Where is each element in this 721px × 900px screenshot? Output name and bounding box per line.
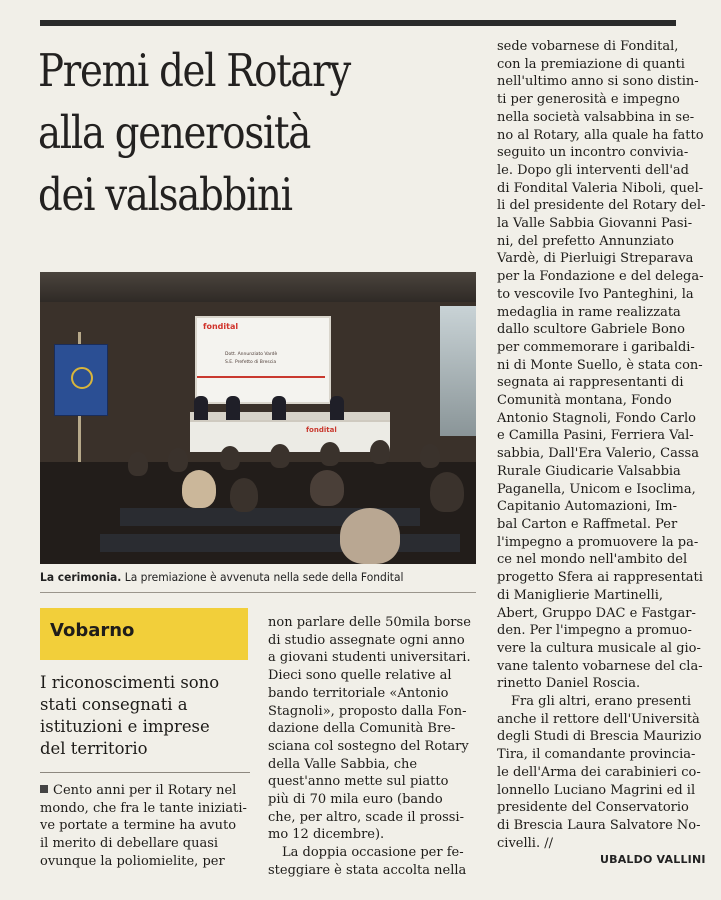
text-line: l'impegno a promuovere la pa- bbox=[497, 534, 699, 550]
audience-head bbox=[182, 470, 216, 508]
audience-head bbox=[220, 446, 240, 470]
text-line: quest'anno mette sul piatto bbox=[268, 774, 449, 790]
text-line: le. Dopo gli interventi dell'ad bbox=[497, 162, 689, 178]
audience-head bbox=[310, 470, 344, 506]
audience-head bbox=[340, 508, 400, 564]
text-line: sciana col sostegno del Rotary bbox=[268, 738, 469, 754]
text-line: nell'ultimo anno si sono distin- bbox=[497, 74, 699, 90]
text-line: civelli. // bbox=[497, 835, 553, 851]
top-rule bbox=[40, 20, 676, 26]
text-line: bando territoriale «Antonio bbox=[268, 685, 449, 701]
ceremony-photo bbox=[40, 272, 476, 564]
text-line: degli Studi di Brescia Maurizio bbox=[497, 729, 702, 745]
screen-logo: fondital bbox=[203, 322, 239, 331]
column-3 bbox=[497, 38, 709, 852]
headline-line-3: dei valsabbini bbox=[38, 168, 292, 221]
text-line: per commemorare i garibaldi- bbox=[497, 339, 695, 355]
caption-rule bbox=[40, 592, 476, 593]
text-line: sabbia, Dall'Era Valerio, Cassa bbox=[497, 446, 699, 462]
section-tag-label: Vobarno bbox=[50, 620, 135, 641]
screen-line-1: Dott. Annunziato Vardè bbox=[225, 352, 278, 357]
text-line: steggiare è stata accolta nella bbox=[268, 862, 467, 878]
text-line: di Brescia Laura Salvatore No- bbox=[497, 817, 701, 833]
text-line: di studio assegnate ogni anno bbox=[268, 632, 465, 648]
audience-head bbox=[420, 444, 440, 468]
subheadline bbox=[40, 672, 280, 760]
panelist-figure bbox=[330, 396, 344, 422]
text-line: progetto Sfera ai rappresentati bbox=[497, 570, 703, 586]
text-line: mondo, che fra le tante iniziati- bbox=[40, 800, 247, 816]
presidency-table bbox=[190, 420, 390, 452]
text-line: non parlare delle 50mila borse bbox=[268, 615, 471, 630]
text-line: lonnello Luciano Magrini ed il bbox=[497, 782, 696, 798]
text-line: le dell'Arma dei carabinieri co- bbox=[497, 764, 701, 780]
subhead-line: istituzioni e imprese bbox=[40, 717, 210, 737]
text-line: Stagnoli», proposto dalla Fon- bbox=[268, 703, 467, 719]
text-line: a giovani studenti universitari. bbox=[268, 650, 471, 666]
text-line: Paganella, Unicom e Isoclima, bbox=[497, 481, 696, 497]
column-1 bbox=[40, 782, 252, 871]
chair-row bbox=[100, 534, 460, 552]
text-line: no al Rotary, alla quale ha fatto bbox=[497, 127, 704, 143]
text-line: e Camilla Pasini, Ferriera Val- bbox=[497, 428, 694, 444]
audience-head bbox=[270, 444, 290, 468]
audience-head bbox=[230, 478, 258, 512]
text-line: seguito un incontro convivia- bbox=[497, 145, 689, 161]
text-line: vane talento vobarnese del cla- bbox=[497, 658, 703, 674]
bullet-square-icon bbox=[40, 785, 48, 793]
subhead-rule bbox=[40, 772, 250, 773]
audience-head bbox=[370, 440, 390, 464]
rotary-flag bbox=[54, 344, 108, 416]
text-line: Antonio Stagnoli, Fondo Carlo bbox=[497, 410, 696, 426]
text-line: ve portate a termine ha avuto bbox=[40, 818, 237, 834]
text-line: bal Carton e Raffmetal. Per bbox=[497, 516, 678, 532]
audience-head bbox=[320, 442, 340, 466]
subhead-line: del territorio bbox=[40, 739, 148, 759]
text-line: Comunità montana, Fondo bbox=[497, 393, 672, 409]
panelist-figure bbox=[272, 396, 286, 422]
audience-head bbox=[168, 448, 188, 472]
text-line: dazione della Comunità Bre- bbox=[268, 721, 456, 737]
text-line: con la premiazione di quanti bbox=[497, 56, 685, 72]
text-line: ti per generosità e impegno bbox=[497, 92, 680, 108]
text-line: ni, del prefetto Annunziato bbox=[497, 233, 674, 249]
text-line: che, per altro, scade il prossi- bbox=[268, 809, 464, 825]
caption-text: La premiazione è avvenuta nella sede della Fondital bbox=[121, 570, 404, 584]
panelist-figure bbox=[226, 396, 240, 422]
text-line: ce nel mondo nell'ambito del bbox=[497, 552, 688, 568]
subhead-line: stati consegnati a bbox=[40, 695, 188, 715]
text-line: rinetto Daniel Roscia. bbox=[497, 676, 641, 692]
text-line: per la Fondazione e del delega- bbox=[497, 269, 704, 285]
text-line: Abert, Gruppo DAC e Fastgar- bbox=[497, 605, 696, 621]
text-line: sede vobarnese di Fondital, bbox=[497, 39, 679, 54]
subhead-line: I riconoscimenti sono bbox=[40, 673, 220, 693]
headline bbox=[38, 40, 416, 226]
text-line: Dieci sono quelle relative al bbox=[268, 668, 452, 684]
photo-caption bbox=[40, 570, 449, 584]
text-line: den. Per l'impegno a promuo- bbox=[497, 623, 692, 639]
caption-lead: La cerimonia. bbox=[40, 570, 122, 584]
screen-line-2: S.E. Prefetto di Brescia bbox=[225, 360, 277, 365]
text-line: il merito di debellare quasi bbox=[40, 836, 219, 852]
text-line: della Valle Sabbia, che bbox=[268, 756, 418, 772]
text-line: Fra gli altri, erano presenti bbox=[511, 694, 691, 710]
text-line: Capitanio Automazioni, Im- bbox=[497, 499, 678, 515]
text-line: li del presidente del Rotary del- bbox=[497, 198, 706, 214]
photo-ceiling bbox=[40, 272, 476, 302]
text-line: Rurale Giudicarie Valsabbia bbox=[497, 463, 681, 479]
headline-line-1: Premi del Rotary bbox=[38, 44, 350, 97]
audience-head bbox=[430, 472, 464, 512]
text-line: mo 12 dicembre). bbox=[268, 827, 385, 843]
audience-head bbox=[128, 452, 148, 476]
text-line: segnata ai rappresentanti di bbox=[497, 375, 684, 391]
rotary-emblem-icon bbox=[71, 367, 93, 389]
text-line: presidente del Conservatorio bbox=[497, 800, 689, 816]
table-logo: fondital bbox=[306, 426, 337, 434]
screen-red-stripe bbox=[197, 376, 325, 378]
text-line: dallo scultore Gabriele Bono bbox=[497, 322, 686, 338]
text-line: medaglia in rame realizzata bbox=[497, 304, 681, 320]
text-line: più di 70 mila euro (bando bbox=[268, 792, 443, 808]
text-line: di Fondital Valeria Niboli, quel- bbox=[497, 180, 704, 196]
section-tag bbox=[40, 608, 248, 660]
text-line: Vardè, di Pierluigi Streparava bbox=[497, 251, 694, 267]
headline-line-2: alla generosità bbox=[38, 106, 311, 159]
text-line: Cento anni per il Rotary nel bbox=[40, 782, 252, 800]
text-line: anche il rettore dell'Università bbox=[497, 711, 700, 727]
text-line: ovunque la poliomielite, per bbox=[40, 853, 225, 869]
text-line: to vescovile Ivo Panteghini, la bbox=[497, 286, 694, 302]
text-line: La doppia occasione per fe- bbox=[282, 845, 464, 861]
text-line: Tira, il comandante provincia- bbox=[497, 747, 696, 763]
speaker-figure bbox=[194, 396, 208, 422]
text-line: nella società valsabbina in se- bbox=[497, 109, 695, 125]
column-2 bbox=[268, 614, 480, 880]
photo-window bbox=[440, 306, 476, 436]
text-line: ni di Monte Suello, è stata con- bbox=[497, 357, 703, 373]
byline: UBALDO VALLINI bbox=[600, 853, 706, 866]
projection-screen bbox=[195, 316, 331, 404]
text-line: di Maniglierie Martinelli, bbox=[497, 587, 664, 603]
text-line: la Valle Sabbia Giovanni Pasi- bbox=[497, 216, 693, 232]
text-line: vere la cultura musicale al gio- bbox=[497, 640, 701, 656]
